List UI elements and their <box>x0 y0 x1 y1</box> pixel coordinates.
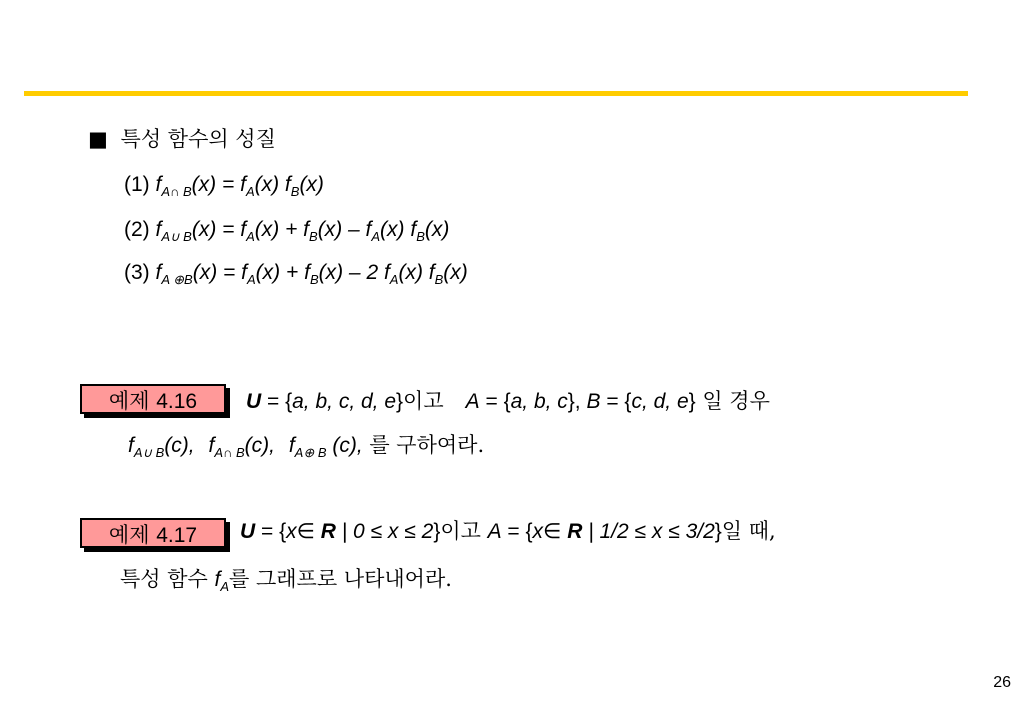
func-subscript: A <box>245 184 255 199</box>
expr-text: (x) – 2 f <box>318 261 390 284</box>
set-symbol: U <box>246 390 262 413</box>
set-symbol: U <box>240 520 256 543</box>
korean-text: 이고 <box>440 519 488 543</box>
func-subscript: B <box>434 272 444 287</box>
expr-text: (x) + f <box>255 261 310 284</box>
expr-text: = { <box>600 390 632 413</box>
func-subscript: A <box>220 579 230 594</box>
func-symbol: f <box>208 434 215 457</box>
set-elements: a, b, c, d, e <box>292 390 397 413</box>
func-subscript: A <box>389 272 399 287</box>
bullet-icon: ■ <box>88 127 108 151</box>
korean-text: 특성 함수 <box>120 567 215 591</box>
set-symbol: R <box>567 520 583 543</box>
func-subscript: A∪ B <box>133 445 165 460</box>
func-subscript: B <box>290 184 300 199</box>
func-symbol: f <box>155 218 162 241</box>
example-label: 예제 <box>108 389 150 413</box>
func-subscript: A⊕ B <box>294 445 327 460</box>
expr-text: (x) = f <box>192 261 247 284</box>
expr-text: ∈ <box>296 520 321 543</box>
example-number: 4.17 <box>156 524 198 547</box>
property-label: (2) <box>124 218 150 241</box>
example-4-17-badge <box>80 518 226 548</box>
func-subscript: B <box>416 229 425 244</box>
expr-text: }, <box>567 390 587 413</box>
expr-text: } <box>688 390 696 413</box>
example-4-16-statement <box>246 388 770 415</box>
condition-text: | 0 ≤ x ≤ 2 <box>335 520 434 543</box>
expr-text: (x) f <box>254 173 291 196</box>
func-symbol: f <box>128 434 134 457</box>
korean-text: 를 구하여라. <box>362 433 485 457</box>
expr-text: } <box>433 520 441 543</box>
expr-text: (x) f <box>380 218 417 241</box>
korean-text: 를 그래프로 나타내어라. <box>229 567 452 591</box>
example-4-17-task <box>120 566 452 593</box>
expr-text: = { <box>479 390 511 413</box>
set-symbol: R <box>320 520 336 543</box>
func-symbol: f <box>155 261 162 284</box>
example-number: 4.16 <box>156 390 198 413</box>
expr-text: (x) – f <box>317 218 372 241</box>
heading-text: 특성 함수의 성질 <box>120 127 276 151</box>
set-elements: a, b, c <box>510 390 568 413</box>
set-symbol: A <box>487 520 502 543</box>
expr-text: (x) f <box>398 261 435 284</box>
expr-text: (x) = f <box>191 218 247 241</box>
property-2 <box>124 217 449 243</box>
func-subscript: B <box>309 272 319 287</box>
property-label: (3) <box>124 261 150 284</box>
expr-text: (c), <box>244 434 275 457</box>
func-subscript: A <box>246 229 255 244</box>
expr-text: (x) + f <box>254 218 310 241</box>
expr-text: (c), <box>164 434 195 457</box>
example-4-17-statement <box>240 518 776 545</box>
korean-text: 일 경우 <box>695 389 770 413</box>
condition-text: | 1/2 ≤ x ≤ 3/2 <box>582 520 715 543</box>
func-symbol: f <box>214 568 221 591</box>
func-subscript: A <box>247 272 256 287</box>
func-symbol: f <box>155 173 162 196</box>
expr-text: } <box>714 520 722 543</box>
func-symbol: f <box>288 434 295 457</box>
korean-text: 일 때, <box>721 519 776 543</box>
func-subscript: A∪ B <box>161 229 192 244</box>
property-3 <box>124 260 468 286</box>
title-rule <box>24 91 968 96</box>
expr-text: (x) <box>424 218 450 241</box>
variable: x <box>532 520 544 543</box>
set-symbol: B <box>586 390 601 413</box>
func-subscript: A ⊕B <box>161 272 193 287</box>
expr-text: = { <box>501 520 533 543</box>
page-number: 26 <box>993 674 1011 691</box>
section-heading <box>88 126 276 152</box>
expr-text: = { <box>261 390 293 413</box>
func-subscript: A∩ B <box>214 445 245 460</box>
func-subscript: A <box>371 229 381 244</box>
expr-text: (x) <box>299 173 324 196</box>
example-4-16-task <box>128 432 484 459</box>
func-subscript: B <box>309 229 318 244</box>
example-label: 예제 <box>108 523 150 547</box>
property-label: (1) <box>124 173 150 196</box>
expr-text: (x) <box>443 261 468 284</box>
expr-text: = { <box>255 520 287 543</box>
set-elements: c, d, e <box>631 390 689 413</box>
property-1 <box>124 172 324 198</box>
expr-text: } <box>396 390 404 413</box>
example-4-16-badge <box>80 384 226 414</box>
expr-text: ∈ <box>543 520 568 543</box>
variable: x <box>286 520 297 543</box>
set-symbol: A <box>465 390 480 413</box>
func-subscript: A∩ B <box>161 184 192 199</box>
expr-text: (c), <box>326 434 363 457</box>
expr-text: (x) = f <box>191 173 246 196</box>
korean-text: 이고 <box>403 389 444 413</box>
